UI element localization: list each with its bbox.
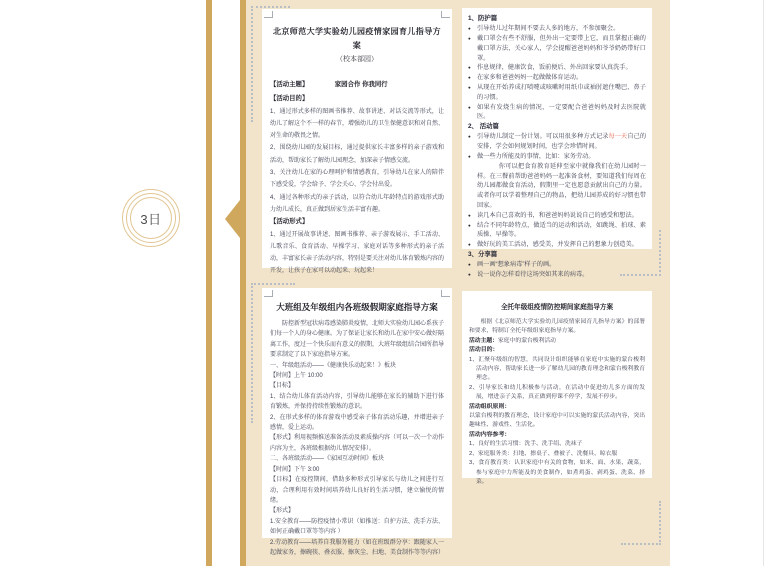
doc1-title: 北京师范大学实验幼儿园疫情家园育儿指导方案 (273, 27, 441, 50)
doc1-purpose-item: 2、围绕幼儿园的发展目标，通过提供家长丰富多样的亲子游戏和活动，帮助家长了解幼儿园理念，加深亲子情感交流。 (270, 145, 444, 164)
bullet-text: 结合不同年龄特点，做适当的运动和活动，如跳绳、拍球、素质操、早操等。 (477, 221, 646, 239)
doc1-purpose-item: 3、关注幼儿在家的心理呵护和情感教育，引导幼儿在家人的陪伴下感受爱，学会给予、学会关心、学会付出爱。 (270, 170, 444, 189)
doc1-form-item: 1、通过开展故事讲述、图画书推荐、亲子游戏展示、手工活动、儿歌音乐、食育活动、早操学习、家庭对话等多种形式的亲子活动，丰富家长亲子活动内容，特别是要关注对幼儿体育锻炼内容的开发，让孩子在家可以动起来、玩起来！ (270, 231, 445, 275)
bullet-text: 在家多和爸爸妈妈一起做做体育运动。 (477, 74, 583, 82)
bullet-icon: ● (468, 36, 471, 41)
doc4-theme-row (469, 337, 645, 346)
doc1-theme-value: 家园合作 你我同行 (334, 81, 388, 88)
bullet-icon: ● (468, 65, 471, 71)
bullet-icon: ● (468, 104, 471, 110)
doc4-principle-text: 以蒙台梭利的教育理念，设计家庭中可以实施的蒙氏活动内容，突出趣味性、游戏性、生活化。 (469, 413, 645, 429)
bullet-icon: ● (468, 222, 471, 228)
bullet-icon: ● (468, 271, 471, 277)
doc2-section3-list (468, 260, 646, 280)
highlight-text: 每一天 (608, 133, 628, 141)
doc4-theme-label: 活动主题： (469, 337, 498, 344)
bullet-line (468, 63, 646, 73)
timeline-bar-inner (240, 0, 246, 566)
bullet-icon: ● (468, 212, 471, 218)
doc4-reference-list (469, 440, 645, 487)
doc1-subtitle: （校本部园） (336, 56, 378, 63)
bullet-icon: ● (468, 134, 471, 140)
doc2-section1-title: 1、防护篇 (468, 15, 498, 22)
doc1-purpose-item: 4、通过各种形式的亲子活动，以符合幼儿年龄特点的游戏形式助力幼儿成长，真正做到居家生活丰富有趣。 (270, 194, 444, 213)
day-marker-ring (126, 193, 176, 243)
bullet-text: 引导幼儿过年期间不要去人多的地方，不参加聚会。 (477, 25, 620, 33)
bullet-text: 戴口罩会有些不舒服，但外出一定要带上它，而且掌握正确的戴口罩方法，关心家人，学会提醒爸爸妈妈和爷爷奶奶带好口罩。 (477, 35, 646, 62)
page-corner-mark (441, 11, 450, 18)
right-edge-divider (763, 0, 764, 566)
doc4-purpose-list (469, 356, 645, 403)
bullet-icon: ● (468, 75, 471, 81)
doc1-theme-row (270, 73, 444, 91)
timeline-arrow-icon (225, 200, 240, 238)
doc3-line: 2.劳动教育——培养自我服务能力（如在班级群分享：跟随家人一起做家务，擦碗筷、叠衣服、擦灰尘、扫地、美食制作等等内容） (270, 539, 445, 556)
doc3-line: 【目标】 (270, 383, 295, 390)
doc3-line: 2、在形式多样的体育游戏中感受亲子体育活动乐趣，并增进亲子感情，爱上运动。 (270, 414, 444, 432)
doc-senior-class-plan-panel (262, 288, 452, 556)
doc3-line: 【目标】在疫控期间，借助多种形式引导家长与幼儿之间进行互动，合理利用有效时间培养幼儿良好的生活习惯，建立愉悦的情绪。 (270, 477, 444, 504)
bullet-icon: ● (468, 242, 471, 248)
doc3-line: 【时间】下午 3:00 (270, 466, 320, 473)
doc3-title: 大班组及年级组内各班级假期家庭指导方案 (276, 302, 438, 312)
doc3-line: 一、年级组活动——《健康快乐动起来！》板块 (270, 362, 397, 369)
doc1-theme-label: 【活动主题】 (270, 81, 309, 88)
day-marker-inner-ring (130, 197, 172, 239)
doc2-section3-title: 3、分享篇 (468, 250, 498, 258)
bullet-text: 画一画“想象病毒”样子的画。 (477, 261, 556, 269)
bullet-text: 做好玩的美工活动，感受美，并发挥自己的想象力创造美。 (477, 241, 638, 249)
doc3-line: 二、各班级活动——《家园互动时间》板块 (270, 456, 385, 463)
bullet-line-highlighted (468, 132, 646, 152)
doc4-reference-item: 3、食育教育类：认识家庭中有关的食物，如米、面、水果、蔬菜，参与家庭中力所能及的美食制作，如煮鸡蛋、剥鸡蛋、洗菜、择菜。 (469, 460, 645, 485)
bullet-line (468, 34, 646, 63)
doc4-theme-value: 家庭中的蒙台梭利活动 (498, 337, 556, 344)
bullet-text: 如果有发烧生病的情况，一定要配合爸爸妈妈及时去医院就医。 (477, 103, 646, 121)
doc-tips-panel (462, 8, 652, 278)
bullet-line (468, 240, 646, 250)
doc3-intro: 防控新型冠状病毒感染肺炎疫情，北师大实验幼儿园心系孩子们每一个人的身心健康。为了保证让家长和幼儿在家中安心做好隔离工作，度过一个快乐而有意义的假期，大班年级组结合园所指导要求制定了以下家庭指导方案。 (270, 321, 445, 359)
doc4-reference-item: 2、家庭服务类：扫地、擦桌子、叠被子、洗餐具、晾衣服 (469, 450, 618, 457)
doc2-note-paragraph: 你可以把食育教育延伸至家中就像我们在幼儿园时一样。在三餐前帮助爸爸妈妈一起准备食材，要知道我们每周在幼儿园都做食育活动，假期里一定也愿意贡献出自己的力量。或者你可以学着整理自己的物品，把幼儿园养成的好习惯也带回家。 (477, 162, 646, 209)
bullet-text: 说一说你怎样看待这场突如其来的病毒。 (477, 270, 589, 278)
bullet-icon: ● (468, 26, 471, 32)
doc3-line: 【时间】上午 10:00 (270, 373, 323, 380)
doc4-purpose-item: 1、汇聚年级组的智慧，共同设计组织能够在家庭中实施的蒙台梭利活动内容，帮助家长进一步了解幼儿园的教育理念和蒙台梭利教育理念。 (469, 356, 645, 382)
doc1-purpose-item: 1、通过形式多样的图画书推荐、故事讲述、对话交流等形式，让幼儿了解这个不一样的春节，增强幼儿的卫生保健意识和对自然、对生命的敬畏之情。 (270, 108, 445, 140)
day-label: 3日 (140, 211, 162, 227)
doc1-purpose-label: 【活动目的】 (270, 95, 309, 103)
doc2-section2-list (468, 211, 646, 250)
bullet-text-post: 自己的安排，学会如何规划时间，也学会珍惜时间。 (477, 133, 647, 151)
bullet-line (468, 24, 646, 34)
bullet-line (468, 83, 646, 103)
bullet-text: 作息规律，健康饮食，饭前便后、外出回家要认真洗手。 (477, 64, 632, 72)
bullet-line (468, 211, 646, 221)
bullet-icon: ● (468, 262, 471, 268)
timeline-bar-outer (206, 0, 212, 566)
bullet-line (468, 152, 646, 162)
dotted-corner-bottom-right (621, 501, 661, 545)
bullet-line (468, 270, 646, 280)
doc1-form-label: 【活动形式】 (270, 218, 309, 226)
doc4-title: 全托年级组疫情防控期间家庭指导方案 (500, 304, 614, 311)
doc4-intro: 根据《北京师范大学实验幼儿园疫情家园育儿指导方案》的部署和要求，特制订全托年级组家庭指导方案。 (469, 319, 645, 335)
doc-fullcare-plan-panel (462, 291, 652, 485)
doc4-purpose-label: 活动目的： (469, 347, 499, 354)
doc-campus-plan-panel (262, 9, 452, 275)
bullet-text: 读几本自己喜欢的书，和爸爸妈妈说说自己的感受和想法。 (477, 211, 638, 219)
doc3-lines (270, 361, 444, 559)
doc3-line: 1、结合幼儿体育活动内容，引导幼儿能够在家长的辅助下进行体育锻炼，并保持持续性锻炼的意识。 (270, 393, 444, 411)
bullet-line (468, 103, 646, 123)
bullet-text: 从现在开始养成打喷嚏或咳嗽时用纸巾或袖肘遮住嘴巴、鼻子的习惯。 (477, 83, 646, 101)
doc2-section1-list (468, 24, 646, 122)
bullet-line (468, 221, 646, 241)
timeline-day-marker (122, 189, 180, 247)
bullet-text-pre: 引导幼儿制定一份计划。可以用很多种方式记录 (477, 133, 609, 141)
bullet-line (468, 260, 646, 270)
page-corner-mark (441, 290, 450, 297)
doc1-purpose-list (270, 106, 444, 217)
doc4-purpose-item: 2、引导家长和幼儿积极参与活动，在活动中促进幼儿多方面的发展，增进亲子关系，真正做到停课不停学，发展不停步。 (469, 384, 645, 401)
doc2-section2-title: 2、 活动篇 (468, 123, 499, 131)
page-corner-mark (264, 290, 273, 297)
doc3-line: 【形式】利用视频推送准备活动及素质操内容（可以一次一个动作内容为主，各班级根据幼儿情况安排）。 (270, 435, 445, 452)
doc3-line: 1.安全教育——防控疫情小常识（如推送：自护方法、洗手方法、如何正确戴口罩等等内容 ） (270, 518, 444, 536)
doc4-principle-label: 活动组织原则： (469, 403, 511, 410)
bullet-icon: ● (468, 153, 471, 159)
doc4-reference-item: 1、良好的生活习惯：洗手、洗手绢、洗袜子 (469, 441, 583, 448)
bullet-text: 做一些力所能及的事情，比如：家务劳动。 (477, 152, 595, 160)
doc4-reference-label: 活动内容参考： (469, 431, 511, 438)
bullet-line (468, 73, 646, 83)
page-corner-mark (264, 11, 273, 18)
doc3-line: 【形式】 (270, 508, 295, 515)
bullet-icon: ● (468, 84, 471, 90)
